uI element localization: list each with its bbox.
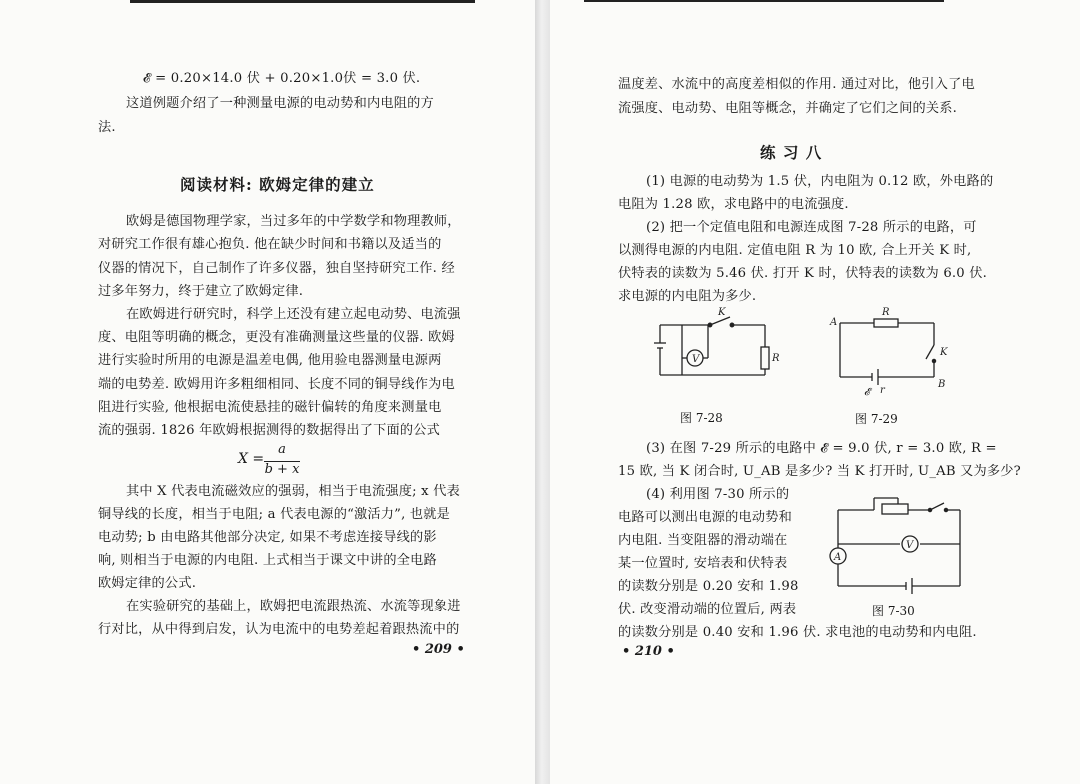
exercise-4-line: 的读数分别是 0.20 安和 1.98	[618, 579, 799, 594]
switch-icon	[930, 503, 944, 510]
switch-k-icon	[710, 317, 730, 325]
para-line: 电动势; b 由电路其他部分决定, 如果不考虑连接导线的影	[98, 530, 437, 545]
page-number: • 210 •	[622, 644, 675, 659]
internal-resistance-label: r	[880, 385, 885, 396]
book-gutter	[535, 0, 550, 784]
exercise-2-line: 伏特表的读数为 5.46 伏. 打开 K 时，伏特表的读数为 6.0 伏.	[618, 266, 988, 281]
exercise-4-line: 电路可以测出电源的电动势和	[618, 510, 793, 525]
exercise-4-line: 伏. 改变滑动端的位置后, 两表	[618, 602, 797, 617]
ammeter-label: A	[834, 552, 842, 563]
exercise-2-line: 以测得电源的内电阻. 定值电阻 R 为 10 欧, 合上开关 K 时,	[618, 243, 972, 258]
para-line: 流强度、电动势、电阻等概念，并确定了它们之间的关系.	[618, 101, 958, 116]
reading-heading: 阅读材料: 欧姆定律的建立	[180, 175, 375, 194]
resistor-r-icon	[761, 347, 769, 369]
top-rule	[584, 0, 944, 2]
exercise-4-line: 内电阻. 当变阻器的滑动端在	[618, 533, 788, 548]
para-line: 响, 则相当于电源的内电阻. 上式相当于课文中讲的全电路	[98, 553, 437, 568]
resistor-label: R	[882, 307, 890, 318]
para-line: 行对比，从中得到启发，认为电流中的电势差起着跟热流中的	[98, 622, 460, 637]
formula-lhs: X =	[238, 451, 265, 467]
exercise-3-line: 15 欧, 当 K 闭合时, U_AB 是多少? 当 K 打开时, U_AB 又为多少?	[618, 464, 1021, 479]
figure-7-28	[650, 305, 790, 385]
node-a-label: A	[830, 317, 838, 328]
node-b-label: B	[938, 379, 946, 390]
resistor-r-icon	[874, 319, 898, 327]
para-line: 度、电阻等明确的概念，更没有准确测量这些量的仪器. 欧姆	[98, 330, 455, 345]
exercise-heading: 练 习 八	[760, 143, 823, 162]
figure-caption: 图 7-28	[680, 411, 723, 425]
left-page	[0, 0, 535, 784]
para-line: 温度差、水流中的高度差相似的作用. 通过对比，他引入了电	[618, 77, 975, 92]
para-line: 铜导线的长度，相当于电阻; a 代表电源的“激活力”, 也就是	[98, 507, 451, 522]
exercise-2-line: (2) 把一个定值电阻和电源连成图 7-28 所示的电路，可	[646, 220, 977, 235]
intro-line: 这道例题介绍了一种测量电源的电动势和内电阻的方	[126, 96, 434, 111]
figure-caption: 图 7-29	[855, 412, 898, 426]
exercise-4-line: 某一位置时, 安培表和伏特表	[618, 556, 788, 571]
para-line: 流的强弱. 1826 年欧姆根据测得的数据得出了下面的公式	[98, 423, 441, 438]
exercise-1-line: 电阻为 1.28 欧，求电路中的电流强度.	[618, 197, 849, 212]
para-line: 其中 X 代表电流磁效应的强弱，相当于电流强度; x 代表	[126, 484, 460, 499]
formula-numerator: a	[278, 442, 286, 457]
para-line: 阻进行实验, 他根据电流使悬挂的磁针偏转的角度来测量电	[98, 400, 442, 415]
exercise-4-line: (4) 利用图 7-30 所示的	[646, 487, 790, 502]
exercise-4-line: 的读数分别是 0.40 安和 1.96 伏. 求电池的电动势和内电阻.	[618, 625, 977, 640]
switch-k-icon	[926, 345, 934, 359]
rheostat-icon	[882, 504, 908, 514]
para-line: 端的电势差. 欧姆用许多粗细相同、长度不同的铜导线作为电	[98, 377, 455, 392]
para-line: 欧姆定律的公式.	[98, 576, 197, 591]
para-line: 在实验研究的基础上，欧姆把电流跟热流、水流等现象进	[126, 599, 461, 614]
para-line: 进行实验时所用的电源是温差电偶, 他用验电器测量电源两	[98, 353, 442, 368]
right-page	[550, 0, 1080, 784]
switch-label: K	[718, 307, 726, 318]
intro-line: 法.	[98, 120, 116, 135]
voltmeter-label: V	[906, 540, 914, 551]
exercise-3-line: (3) 在图 7-29 所示的电路中 𝓔 = 9.0 伏, r = 3.0 欧, R =	[646, 441, 997, 456]
para-line: 在欧姆进行研究时，科学上还没有建立起电动势、电流强	[126, 307, 461, 322]
formula-line: 𝓔 = 0.20×14.0 伏 + 0.20×1.0伏 = 3.0 伏.	[143, 71, 421, 86]
switch-label: K	[940, 347, 948, 358]
voltmeter-label: V	[692, 354, 700, 365]
exercise-1-line: (1) 电源的电动势为 1.5 伏，内电阻为 0.12 欧，外电路的	[646, 174, 994, 189]
para-line: 仪器的情况下，自己制作了许多仪器，独自坚持研究工作. 经	[98, 261, 455, 276]
figure-caption: 图 7-30	[872, 604, 915, 618]
formula-denominator: b + x	[264, 462, 300, 477]
resistor-label: R	[772, 353, 780, 364]
emf-label: 𝓔	[864, 387, 870, 398]
exercise-2-line: 求电源的内电阻为多少.	[618, 289, 757, 304]
figure-7-30	[820, 490, 970, 595]
para-line: 过多年努力，终于建立了欧姆定律.	[98, 284, 304, 299]
page-number: • 209 •	[412, 642, 465, 657]
top-rule	[130, 0, 475, 3]
figure-7-29	[830, 305, 950, 398]
para-line: 欧姆是德国物理学家，当过多年的中学数学和物理教师，	[126, 214, 461, 229]
para-line: 对研究工作很有雄心抱负. 他在缺少时间和书籍以及适当的	[98, 237, 442, 252]
